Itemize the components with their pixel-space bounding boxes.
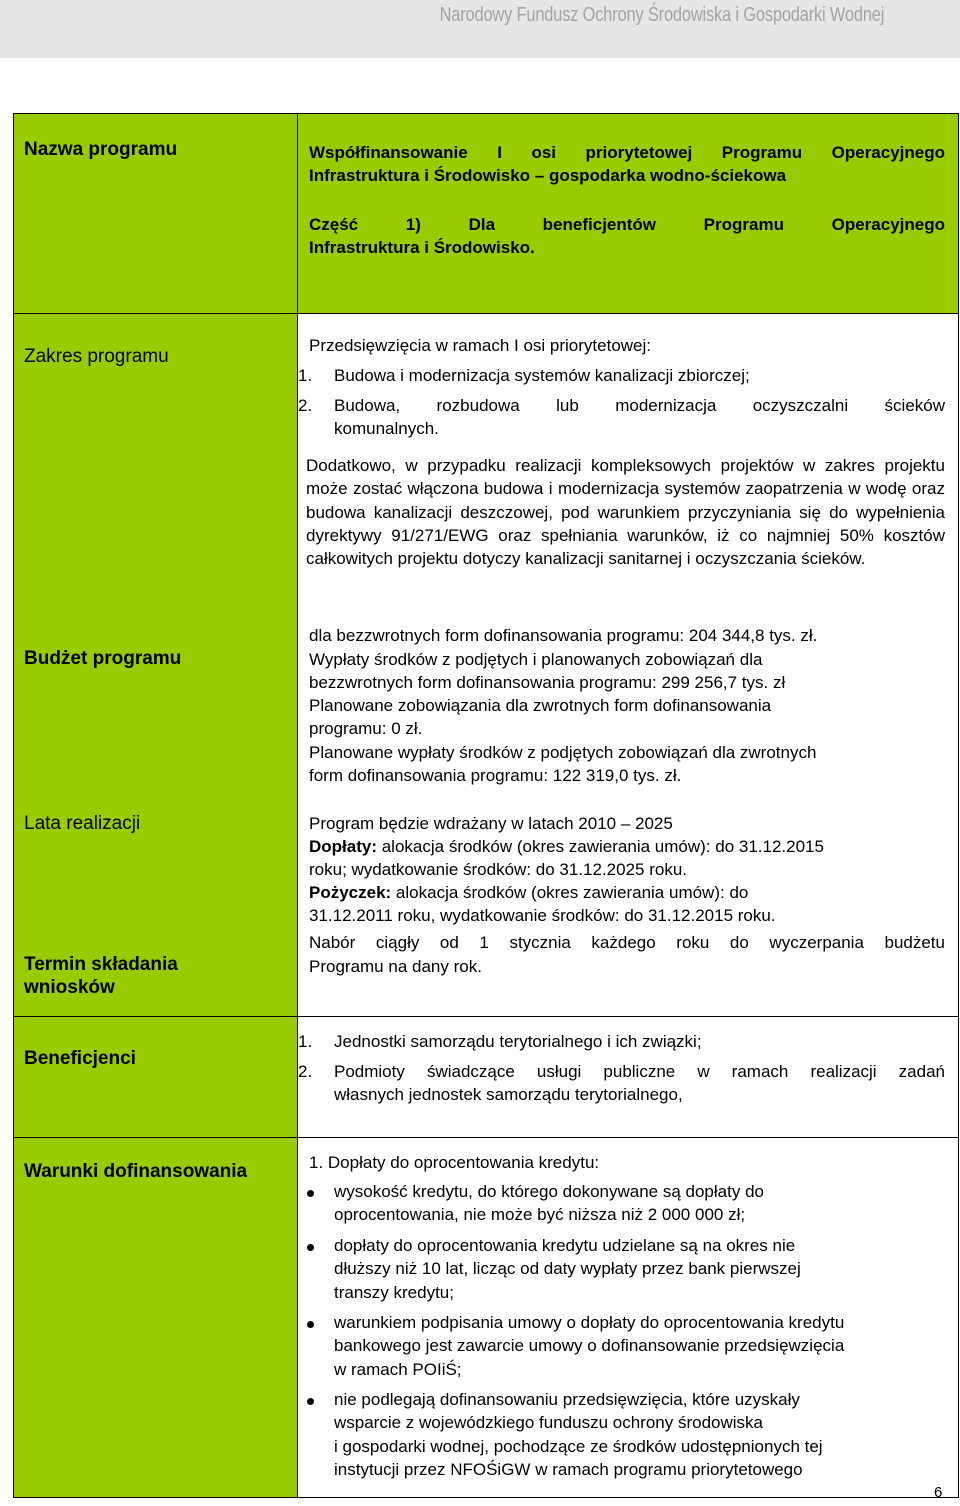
warunki-b2-l2: dłuższy niż 10 lat, licząc od daty wypłaty przez bank pierwszej <box>334 1259 801 1278</box>
label-budzet-programu: Budżet programu <box>24 648 182 669</box>
label-lata-realizacji: Lata realizacji <box>24 813 141 834</box>
zakres-additional: Dodatkowo, w przypadku realizacji kompleksowych projektów w zakres projektu może zostać włączona budowa i modernizacja systemów zaopatrzenia w wodę oraz budowa kanalizacji deszczowej, pod warunkiem przyczyniania się do wypełnienia dyrektywy 91/271/EWG oraz spełniania warunków, iż co najmniej 50% kosztów całkowitych projektu dotyczy kanalizacji sanitarnej i oczyszczania ścieków. <box>306 456 945 569</box>
beneficjenci-item-2-num: 2. <box>298 1062 313 1081</box>
program-table <box>13 113 959 1498</box>
label-termin-line2: wniosków <box>24 977 115 998</box>
label-nazwa-programu: Nazwa programu <box>24 139 178 160</box>
bullet-icon <box>307 1190 314 1197</box>
warunki-b2-l3: transzy kredytu; <box>334 1283 454 1302</box>
program-title-line2: Infrastruktura i Środowisko – gospodarka wodno-ściekowa <box>309 166 787 185</box>
warunki-b1-l1: wysokość kredytu, do którego dokonywane są dopłaty do <box>334 1182 764 1201</box>
warunki-b3-l2: bankowego jest zawarcie umowy o dofinansowanie przedsięwzięcia <box>334 1336 845 1355</box>
beneficjenci-item-2-line2: własnych jednostek samorządu terytorialnego, <box>334 1085 683 1104</box>
budzet-line-6: Planowane wypłaty środków z podjętych zobowiązań dla zwrotnych <box>309 743 817 762</box>
warunki-b1-l2: oprocentowania, nie może być niższa niż 2 000 000 zł; <box>334 1205 746 1224</box>
zakres-item-2-text-line1: Budowa, rozbudowa lub modernizacja oczyszczalni ścieków <box>334 396 945 415</box>
warunki-heading: 1. Dopłaty do oprocentowania kredytu: <box>309 1153 600 1172</box>
label-zakres-programu: Zakres programu <box>24 346 169 367</box>
beneficjenci-item-1-num: 1. <box>298 1032 313 1051</box>
row-divider <box>13 313 959 314</box>
program-part-line1: Część 1) Dla beneficjentów Programu Operacyjnego <box>309 215 945 234</box>
lata-doplaty-label: Dopłaty: <box>309 837 377 856</box>
zakres-item-2-text-line2: komunalnych. <box>334 419 439 438</box>
lata-pozyczek-line2: 31.12.2011 roku, wydatkowanie środków: do 31.12.2015 roku. <box>309 906 776 925</box>
row-divider <box>13 1016 959 1017</box>
page-number: 6 <box>934 1484 943 1501</box>
lata-pozyczek-label: Pożyczek: <box>309 883 392 902</box>
program-part-line2: Infrastruktura i Środowisko. <box>309 238 535 257</box>
zakres-item-1-text: Budowa i modernizacja systemów kanalizacji zbiorczej; <box>334 366 750 385</box>
bullet-icon <box>307 1244 314 1251</box>
budzet-line-4: Planowane zobowiązania dla zwrotnych form dofinansowania <box>309 696 772 715</box>
warunki-b3-l1: warunkiem podpisania umowy o dopłaty do oprocentowania kredytu <box>334 1313 845 1332</box>
budzet-line-2: Wypłaty środków z podjętych i planowanych zobowiązań dla <box>309 650 763 669</box>
warunki-b4-l2: wsparcie z wojewódzkiego funduszu ochrony środowiska <box>334 1413 763 1432</box>
lata-doplaty-line1 <box>309 835 824 858</box>
warunki-b2-l1: dopłaty do oprocentowania kredytu udzielane są na okres nie <box>334 1236 796 1255</box>
lata-line-1: Program będzie wdrażany w latach 2010 – 2025 <box>309 814 673 833</box>
bullet-icon <box>307 1398 314 1405</box>
column-divider <box>297 113 298 1498</box>
lata-pozyczek-line1 <box>309 881 748 904</box>
lata-doplaty-text: alokacja środków (okres zawierania umów): do 31.12.2015 <box>377 837 824 856</box>
program-title-line1: Współfinansowanie I osi priorytetowej Programu Operacyjnego <box>309 143 945 162</box>
budzet-line-5: programu: 0 zł. <box>309 719 423 738</box>
label-termin-line1: Termin składania <box>24 954 178 975</box>
label-warunki-dofinansowania: Warunki dofinansowania <box>24 1161 248 1182</box>
row-divider <box>13 1137 959 1138</box>
warunki-b3-l3: w ramach POIiŚ; <box>334 1360 462 1379</box>
budzet-line-1: dla bezzwrotnych form dofinansowania programu: 204 344,8 tys. zł. <box>309 626 818 645</box>
budzet-line-3: bezzwrotnych form dofinansowania programu: 299 256,7 tys. zł <box>309 673 786 692</box>
header-title: Narodowy Fundusz Ochrony Środowiska i Gospodarki Wodnej <box>439 4 884 26</box>
label-beneficjenci: Beneficjenci <box>24 1048 136 1069</box>
warunki-b4-l1: nie podlegają dofinansowaniu przedsięwzięcia, które uzyskały <box>334 1390 800 1409</box>
termin-line-1: Nabór ciągły od 1 stycznia każdego roku do wyczerpania budżetu <box>309 933 945 952</box>
beneficjenci-item-2-line1: Podmioty świadczące usługi publiczne w ramach realizacji zadań <box>334 1062 945 1081</box>
zakres-item-2-num: 2. <box>298 396 313 415</box>
lata-doplaty-line2: roku; wydatkowanie środków: do 31.12.2025 roku. <box>309 860 688 879</box>
zakres-item-1-num: 1. <box>298 366 313 385</box>
page-header <box>0 0 960 58</box>
warunki-b4-l3: i gospodarki wodnej, pochodzące ze środków udostępnionych tej <box>334 1437 823 1456</box>
termin-line-2: Programu na dany rok. <box>309 957 482 976</box>
warunki-b4-l4: instytucji przez NFOŚiGW w ramach programu priorytetowego <box>334 1460 803 1479</box>
bullet-icon <box>307 1321 314 1328</box>
budzet-line-7: form dofinansowania programu: 122 319,0 tys. zł. <box>309 766 682 785</box>
zakres-intro: Przedsięwzięcia w ramach I osi priorytetowej: <box>309 336 652 355</box>
beneficjenci-item-1-text: Jednostki samorządu terytorialnego i ich związki; <box>334 1032 702 1051</box>
lata-pozyczek-text: alokacja środków (okres zawierania umów): do <box>391 883 749 902</box>
